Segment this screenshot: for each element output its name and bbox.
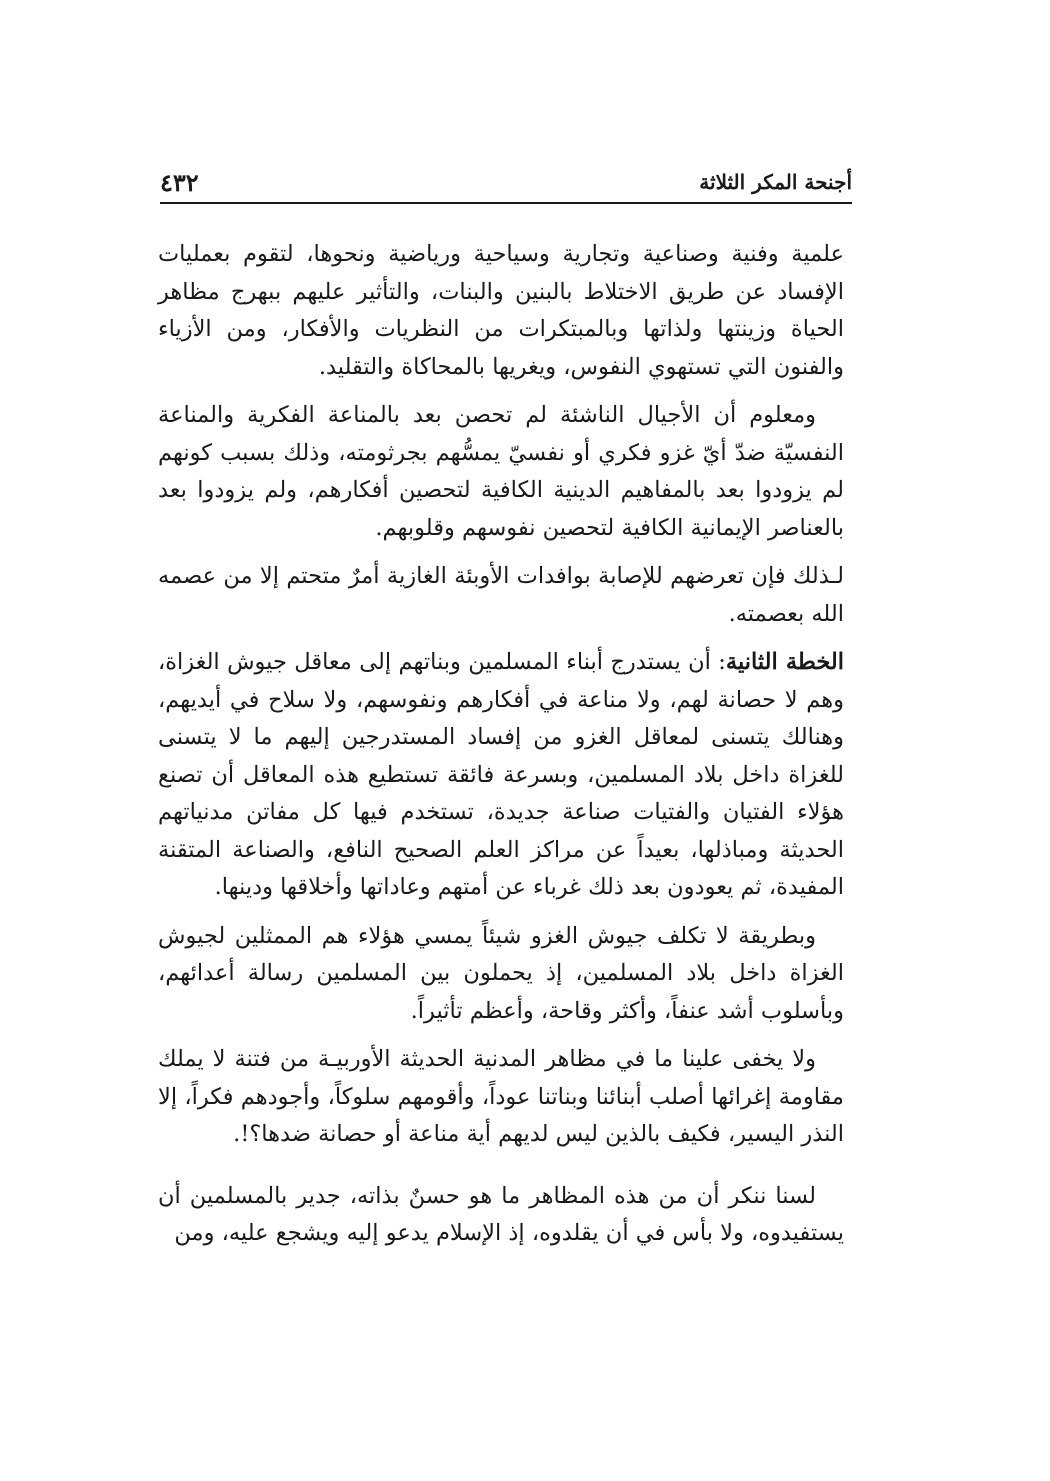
page-number: ٤٣٢ [160,168,199,197]
paragraph-1: علمية وفنية وصناعية وتجارية وسياحية ورياضية ونحوها، لتقوم بعمليات الإفساد عن طريق الاختلاط بالبنين والبنات، والتأثير عليهم ببهرج مظاهر الحياة وزينتها ولذاتها وبالمبتكرات من النظريات والأفكار، ومن الأزياء والفنون التي تستهوي النفوس، ويغريها بالمحاكاة والتقليد. [158,241,844,380]
plan-heading: الخطة الثانية [725,649,844,675]
paragraph-7: لسنا ننكر أن من هذه المظاهر ما هو حسنٌ بذاته، جدير بالمسلمين أن يستفيدوه، ولا بأس في أن يقلدوه، إذ الإسلام يدعو إليه ويشجع عليه، ومن [158,1182,844,1246]
plan-text: : أن يستدرج أبناء المسلمين وبناتهم إلى معاقل جيوش الغزاة، وهم لا حصانة لهم، ولا مناعة في أفكارهم ونفوسهم، ولا سلاح في أيديهم، وهنالك يتسنى لمعاقل الغزو من إفساد المستدرجين إليهم ما لا يتسنى للغزاة داخل بلاد المسلمين، وبسرعة فائقة تستطيع هذه المعاقل أن تصنع هؤلاء الفتيان والفتيات صناعة جديدة، تستخدم فيها كل مفاتن مدنياتهم الحديثة ومباذلها، بعيداً عن مراكز العلم الصحيح النافع، والصناعة المتقنة المفيدة، ثم يعودون بعد ذلك غرباء عن أمتهم وعاداتها وأخلاقها ودينها. [158,649,844,900]
paragraph-5: وبطريقة لا تكلف جيوش الغزو شيئاً يمسي هؤلاء هم الممثلين لجيوش الغزاة داخل بلاد المسلمين، إذ يحملون بين المسلمين رسالة أعدائهم، وبأسلوب أشد عنفاً، وأكثر وقاحة، وأعظم تأثيراً. [158,922,844,1024]
running-title: أجنحة المكر الثلاثة [699,170,852,194]
header-divider [160,202,852,204]
paragraph-4 [158,644,844,907]
paragraph-2: ومعلوم أن الأجيال الناشئة لم تحصن بعد بالمناعة الفكرية والمناعة النفسيّة ضدّ أيّ غزو فكري أو نفسيّ يمسُّهم بجرثومته، وذلك بسبب كونهم لم يزودوا بعد بالمفاهيم الدينية الكافية لتحصين أفكارهم، ولم يزودوا بعد بالعناصر الإيمانية الكافية لتحصين نفوسهم وقلوبهم. [158,402,844,541]
paragraph-6: ولا يخفى علينا ما في مظاهر المدنية الحديثة الأوربيـة من فتنة لا يملك مقاومة إغرائها أصلب أبنائنا وبناتنا عوداً، وأقومهم سلوكاً، وأجودهم فكراً، إلا النذر اليسير، فكيف بالذين ليس لديهم أية مناعة أو حصانة ضدها؟!. [158,1046,844,1147]
page-body [158,236,844,1264]
page-header [160,168,852,204]
paragraph-3: لـذلك فإن تعرضهم للإصابة بوافدات الأوبئة الغازية أمرٌ متحتم إلا من عصمه الله بعصمته. [158,563,844,627]
